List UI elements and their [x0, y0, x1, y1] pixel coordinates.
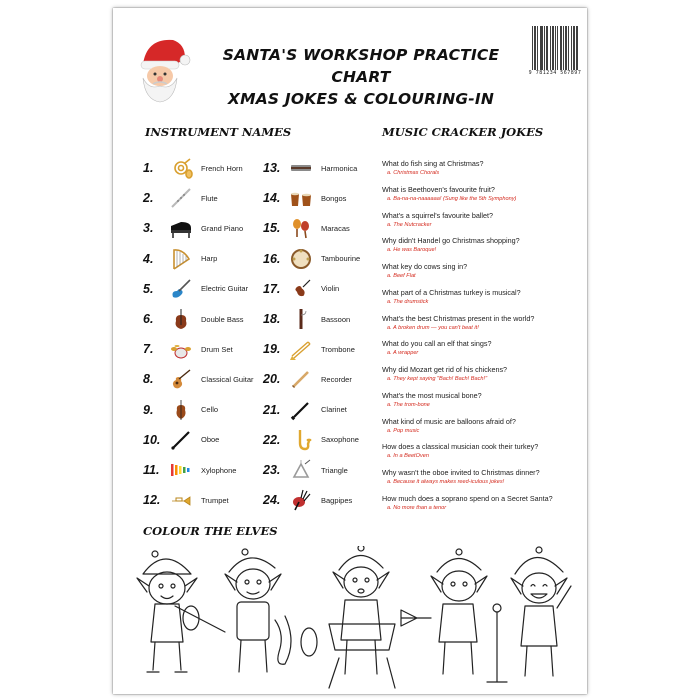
grand-piano-icon	[169, 216, 193, 240]
instrument-name: Harp	[201, 254, 218, 264]
joke-question: What is Beethoven's favourite fruit?	[382, 184, 495, 194]
instrument-item	[263, 186, 346, 210]
instrument-number: 6.	[143, 312, 154, 326]
joke-question: Why wasn't the oboe invited to Christmas dinner?	[382, 468, 540, 477]
elf-microphone-icon	[487, 547, 571, 682]
instrument-item	[143, 307, 244, 331]
joke-answer: a. Ba-na-na-naaaaaa! (Sung like the 5th Symphony)	[387, 195, 517, 202]
tambourine-icon	[289, 247, 313, 271]
elf-saxophonist-icon	[225, 549, 317, 672]
xylophone-icon	[169, 458, 193, 482]
barcode-icon	[531, 26, 579, 70]
instrument-number: 21.	[263, 402, 281, 417]
instrument-item	[143, 337, 233, 361]
joke-answer: a. He was Baroque!	[387, 247, 437, 254]
instrument-name: Recorder	[321, 374, 352, 384]
drum-set-icon	[169, 337, 193, 361]
instrument-number: 19.	[263, 342, 281, 357]
joke-item	[382, 262, 582, 280]
elf-singer-icon	[329, 546, 395, 688]
instrument-item	[143, 216, 243, 240]
instrument-item	[263, 428, 359, 452]
instrument-item	[143, 398, 218, 422]
instrument-item	[263, 156, 357, 180]
instrument-item	[263, 247, 360, 271]
joke-answer: a. They kept saying "Bach! Bach! Bach!"	[387, 376, 488, 382]
joke-question: Why did Mozart get rid of his chickens?	[382, 365, 508, 374]
joke-item	[382, 314, 582, 332]
instrument-number: 4.	[143, 251, 154, 266]
instrument-name: Violin	[321, 284, 340, 294]
instrument-name: Grand Piano	[201, 223, 244, 233]
violin-icon	[289, 277, 313, 301]
harmonica-icon	[289, 156, 313, 180]
instrument-item	[143, 458, 236, 482]
instrument-name: Maracas	[321, 223, 350, 233]
instrument-number: 8.	[143, 372, 154, 387]
joke-answer: a. The Nutcracker	[387, 221, 432, 228]
elf-trumpeter-icon	[401, 549, 487, 674]
joke-item	[382, 365, 582, 383]
practice-chart-sheet	[113, 8, 587, 694]
joke-question: What's the most musical bone?	[382, 390, 482, 400]
joke-question: What's a squirrel's favourite ballet?	[382, 210, 494, 220]
bagpipes-icon	[289, 488, 313, 512]
instrument-number: 7.	[143, 342, 154, 357]
triangle-icon	[289, 458, 313, 482]
joke-answer: a. Pop music	[387, 427, 420, 434]
trumpet-icon	[169, 488, 193, 512]
instrument-number: 24.	[263, 493, 281, 508]
instrument-name: Bassoon	[321, 314, 351, 324]
instrument-name: Trombone	[321, 344, 355, 354]
instrument-name: Drum Set	[201, 344, 233, 354]
instrument-item	[263, 337, 355, 361]
instrument-number: 10.	[143, 432, 161, 447]
instrument-number: 23.	[263, 463, 281, 477]
instrument-names-heading: INSTRUMENT NAMES	[145, 125, 292, 139]
joke-question: What do fish sing at Christmas?	[382, 159, 484, 168]
instrument-item	[143, 186, 218, 210]
instrument-item	[263, 277, 339, 301]
instrument-item	[263, 488, 352, 512]
instrument-number: 12.	[143, 493, 161, 508]
french-horn-icon	[169, 156, 193, 180]
bongos-icon	[289, 186, 313, 210]
instrument-item	[143, 247, 217, 271]
bassoon-icon	[289, 307, 313, 331]
instrument-number: 16.	[263, 251, 281, 266]
joke-item	[382, 417, 582, 435]
saxophone-icon	[289, 428, 313, 452]
instrument-item	[143, 156, 243, 180]
joke-answer: a. No more than a tenor	[387, 504, 447, 511]
harp-icon	[169, 247, 193, 271]
joke-item	[382, 442, 582, 460]
joke-item	[382, 185, 582, 203]
joke-question: What's the best Christmas present in the world?	[382, 313, 535, 323]
instrument-number: 18.	[263, 312, 281, 326]
instrument-name: Flute	[201, 193, 218, 203]
joke-item	[382, 339, 582, 357]
instrument-number: 14.	[263, 191, 281, 206]
joke-item	[382, 288, 582, 306]
instrument-number: 13.	[263, 161, 281, 175]
instrument-name: Tambourine	[321, 254, 361, 264]
clarinet-icon	[289, 398, 313, 422]
joke-answer: a. The drumstick	[387, 298, 429, 305]
recorder-icon	[289, 367, 313, 391]
trombone-icon	[289, 337, 313, 361]
instrument-item	[263, 367, 352, 391]
electric-guitar-icon	[169, 277, 193, 301]
flute-icon	[169, 186, 193, 210]
joke-answer: a. A wrapper	[387, 350, 419, 357]
instrument-number: 22.	[263, 432, 281, 447]
instrument-item	[263, 307, 350, 331]
colour-the-elves-heading: COLOUR THE ELVES	[143, 524, 278, 538]
instrument-name: Classical Guitar	[201, 374, 254, 384]
instrument-number: 9.	[143, 402, 154, 417]
instrument-item	[263, 216, 350, 240]
barcode-number: 9 781234 567897	[528, 70, 582, 76]
joke-question: What key do cows sing in?	[382, 262, 468, 271]
joke-question: How much does a soprano spend on a Secret Santa?	[382, 493, 553, 503]
instrument-item	[143, 488, 229, 512]
instrument-number: 1.	[143, 161, 154, 175]
oboe-icon	[169, 428, 193, 452]
joke-item	[382, 159, 582, 177]
instrument-number: 11.	[143, 463, 160, 477]
page-title	[191, 44, 531, 110]
joke-answer: a. Christmas Chorals	[387, 170, 440, 176]
instrument-item	[143, 277, 248, 301]
instrument-name: Trumpet	[201, 495, 229, 505]
joke-question: How does a classical musician cook their turkey?	[382, 442, 539, 452]
joke-item	[382, 236, 582, 254]
instrument-number: 3.	[143, 221, 154, 236]
joke-item	[382, 391, 582, 409]
instrument-number: 17.	[263, 281, 281, 296]
joke-item	[382, 211, 582, 229]
joke-answer: a. In a BeetOven	[387, 453, 429, 460]
joke-answer: a. Beef Flat	[387, 273, 416, 279]
instrument-name: Clarinet	[321, 405, 347, 415]
title-line-2: XMAS JOKES & COLOURING-IN	[227, 90, 495, 108]
joke-question: What part of a Christmas turkey is musical?	[382, 287, 521, 297]
title-line-1: SANTA'S WORKSHOP PRACTICE CHART	[222, 46, 500, 86]
maracas-icon	[289, 216, 313, 240]
double-bass-icon	[169, 307, 193, 331]
instrument-number: 5.	[143, 281, 154, 296]
joke-answer: a. Because it always makes reed-iculous jokes!	[387, 479, 505, 485]
instrument-name: Bagpipes	[321, 495, 353, 505]
cello-icon	[169, 398, 193, 422]
santa-icon	[133, 34, 191, 104]
joke-answer: a. A broken drum — you can't beat it!	[387, 324, 479, 331]
instrument-name: Saxophone	[321, 435, 359, 445]
instrument-name: Harmonica	[321, 163, 358, 173]
joke-item	[382, 494, 582, 512]
joke-question: What do you call an elf that sings?	[382, 339, 492, 349]
instrument-item	[263, 398, 347, 422]
instrument-name: French Horn	[201, 163, 243, 173]
instrument-number: 20.	[263, 372, 281, 387]
instrument-item	[143, 428, 219, 452]
instrument-number: 15.	[263, 221, 281, 236]
joke-question: Why didn't Handel go Christmas shopping?	[382, 236, 520, 246]
instrument-name: Xylophone	[201, 465, 237, 475]
instrument-number: 2.	[143, 191, 154, 206]
music-cracker-jokes-heading: MUSIC CRACKER JOKES	[382, 125, 544, 139]
instrument-name: Bongos	[321, 193, 347, 203]
elf-violinist-icon	[137, 551, 225, 672]
instrument-name: Oboe	[201, 435, 220, 445]
joke-item	[382, 468, 582, 486]
joke-answer: a. The trom-bone	[387, 401, 430, 408]
instrument-item	[263, 458, 348, 482]
instrument-name: Electric Guitar	[201, 284, 249, 294]
classical-guitar-icon	[169, 367, 193, 391]
joke-question: What kind of music are balloons afraid of?	[382, 416, 516, 426]
instrument-name: Double Bass	[201, 314, 244, 324]
elves-colouring-illustration	[125, 546, 575, 690]
instrument-item	[143, 367, 254, 391]
instrument-name: Cello	[201, 405, 219, 415]
instrument-name: Triangle	[321, 465, 348, 475]
